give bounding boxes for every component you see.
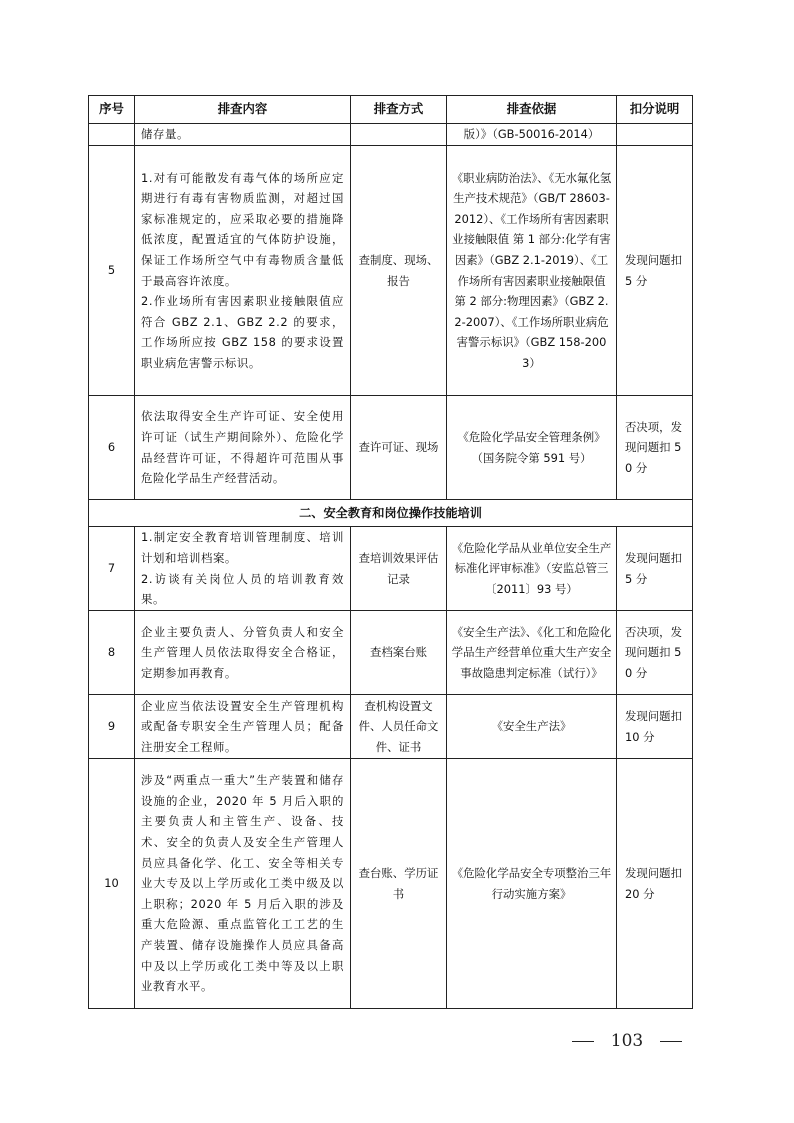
table-row — [89, 611, 693, 695]
row-method: 查台账、学历证书 — [351, 759, 447, 1009]
row-method: 查培训效果评估记录 — [351, 527, 447, 611]
row-content — [135, 396, 351, 500]
table-row — [89, 527, 693, 611]
row-deduction: 否决项，发现问题扣 50 分 — [617, 396, 693, 500]
row-no: 9 — [89, 695, 135, 759]
basis-line: 版）》（GB-50016-2014） — [463, 127, 600, 142]
header-deduction: 扣分说明 — [617, 96, 693, 124]
basis-line: 《危险化学品从业单位安全生产标准化评审标准》（安监总管三〔2011〕93 号） — [451, 540, 612, 596]
row-basis — [447, 124, 617, 146]
row-basis — [447, 146, 617, 396]
row-deduction: 发现问题扣 10 分 — [617, 695, 693, 759]
table-header-row — [89, 96, 693, 124]
row-content — [135, 695, 351, 759]
header-no: 序号 — [89, 96, 135, 124]
content-line: 企业主要负责人、分管负责人和安全生产管理人员依法取得安全合格证，定期参加再教育。 — [141, 624, 344, 680]
row-method — [351, 124, 447, 146]
row-basis — [447, 396, 617, 500]
content-line: 2.作业场所有害因素职业接触限值应符合 GBZ 2.1、GBZ 2.2 的要求，工作场所应按 GBZ 158 的要求设置职业病危害警示标识。 — [141, 294, 344, 370]
page-dash-left — [572, 1041, 594, 1042]
basis-line: 《安全生产法》 — [491, 719, 572, 734]
table-row — [89, 146, 693, 396]
row-content — [135, 124, 351, 146]
row-content — [135, 527, 351, 611]
page-dash-right — [660, 1041, 682, 1042]
row-content — [135, 611, 351, 695]
content-line: 1.制定安全教育培训管理制度、培训计划和培训档案。 — [141, 530, 344, 565]
row-no: 10 — [89, 759, 135, 1009]
row-method: 查制度、现场、报告 — [351, 146, 447, 396]
page-number: 103 — [610, 1031, 644, 1051]
table-row — [89, 396, 693, 500]
basis-line: 《危险化学品安全管理条例》（国务院令第 591 号） — [457, 429, 606, 465]
inspection-table — [88, 95, 693, 1009]
header-basis: 排查依据 — [447, 96, 617, 124]
row-no: 7 — [89, 527, 135, 611]
content-line: 2.访谈有关岗位人员的培训教育效果。 — [141, 571, 344, 607]
row-basis — [447, 611, 617, 695]
basis-line: 《危险化学品安全专项整治三年行动实施方案》 — [451, 865, 612, 901]
row-basis — [447, 759, 617, 1009]
table-row — [89, 759, 693, 1009]
row-no: 5 — [89, 146, 135, 396]
row-no: 6 — [89, 396, 135, 500]
row-method: 查许可证、现场 — [351, 396, 447, 500]
row-no: 8 — [89, 611, 135, 695]
section-row — [89, 500, 693, 527]
row-deduction: 发现问题扣 5 分 — [617, 527, 693, 611]
row-deduction: 发现问题扣 5 分 — [617, 146, 693, 396]
basis-line: 《安全生产法》、《化工和危险化学品生产经营单位重大生产安全事故隐患判定标准（试行）》 — [451, 624, 612, 680]
table-row — [89, 124, 693, 146]
row-no — [89, 124, 135, 146]
content-line: 储存量。 — [141, 127, 189, 142]
basis-line: 《职业病防治法》、《无水氟化氢生产技术规范》（GB/T 28603-2012）、《工作场所有害因素职业接触限值 第 1 部分:化学有害因素》（GBZ 2.1-2019）、《工作场所有害因素职业接触限值 第 2 部分:物理因素》（GBZ 2.2-2007）、《工作场所职业病危害警示标识》（GBZ 158-2003） — [451, 170, 612, 370]
section-title: 二、安全教育和岗位操作技能培训 — [89, 500, 693, 527]
content-line: 企业应当依法设置安全生产管理机构或配备专职安全生产管理人员；配备注册安全工程师。 — [141, 698, 344, 754]
header-content: 排查内容 — [135, 96, 351, 124]
table-row — [89, 695, 693, 759]
header-method: 排查方式 — [351, 96, 447, 124]
row-deduction: 否决项，发现问题扣 50 分 — [617, 611, 693, 695]
row-content — [135, 759, 351, 1009]
content-line: 依法取得安全生产许可证、安全使用许可证（试生产期间除外）、危险化学品经营许可证，不得超许可范围从事危险化学品生产经营活动。 — [141, 409, 344, 486]
row-method: 查档案台账 — [351, 611, 447, 695]
row-method: 查机构设置文件、人员任命文件、证书 — [351, 695, 447, 759]
row-basis — [447, 527, 617, 611]
row-deduction: 发现问题扣 20 分 — [617, 759, 693, 1009]
page-number-footer — [572, 1031, 682, 1051]
row-content — [135, 146, 351, 396]
content-line: 涉及“两重点一重大”生产装置和储存设施的企业，2020 年 5 月后入职的主要负责人和主管生产、设备、技术、安全的负责人及安全生产管理人员应具备化学、化工、安全等相关专业大专及以上学历或化工类中级及以上职称；2020 年 5 月后入职的涉及重大危险源、重点监管化工工艺的生产装置、储存设施操作人员应具备高中及以上学历或化工类中等及以上职业教育水平。 — [141, 773, 344, 994]
content-line: 1.对有可能散发有毒气体的场所应定期进行有毒有害物质监测，对超过国家标准规定的，应采取必要的措施降低浓度，配置适宜的气体防护设施，保证工作场所空气中有毒物质含量低于最高容许浓度。 — [141, 170, 344, 288]
row-basis — [447, 695, 617, 759]
row-deduction — [617, 124, 693, 146]
